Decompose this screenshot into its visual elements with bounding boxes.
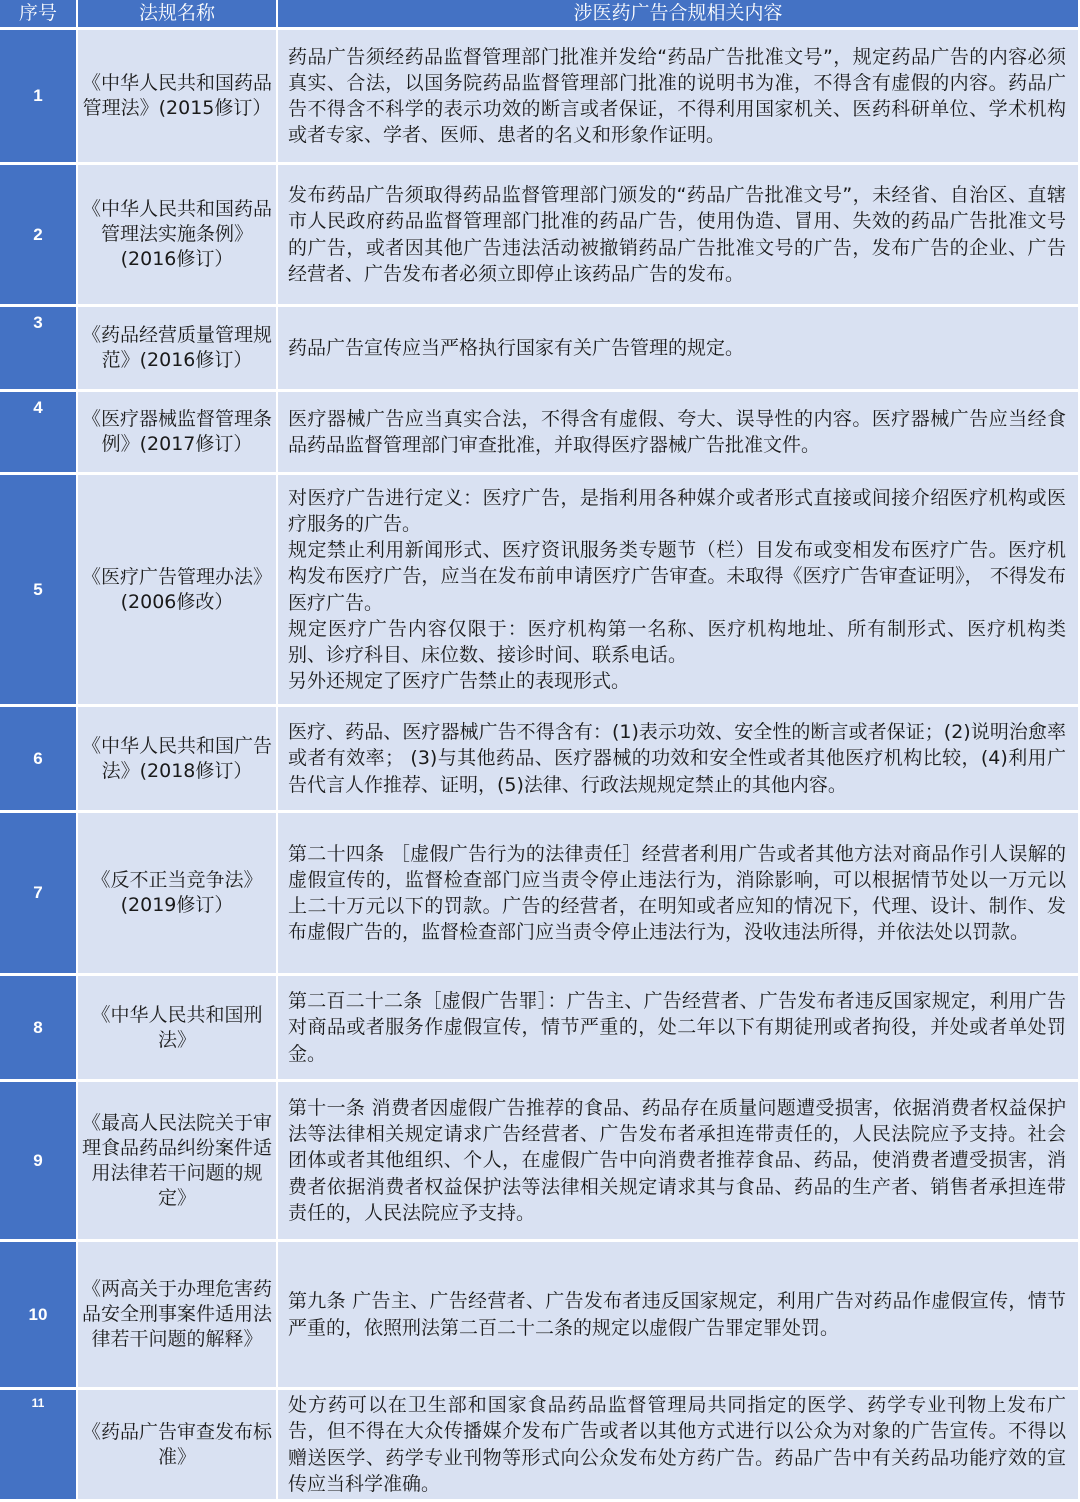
content-cell xyxy=(278,1390,1080,1502)
law-name-cell: 《两高关于办理危害药品安全刑事案件适用法律若干问题的解释》 xyxy=(78,1242,278,1390)
content-paragraph: 第九条 广告主、广告经营者、广告发布者违反国家规定，利用广告对药品作虚假宣传，情节严重的，依照刑法第二百二十二条的规定以虚假广告罪定罪处罚。 xyxy=(288,1290,1066,1339)
row-index-cell: 1 xyxy=(0,30,78,165)
law-name-cell: 《最高人民法院关于审理食品药品纠纷案件适用法律若干问题的规定》 xyxy=(78,1082,278,1242)
content-paragraph: 发布药品广告须取得药品监督管理部门颁发的“药品广告批准文号”，未经省、自治区、直辖市人民政府药品监督管理部门批准的药品广告，使用伪造、冒用、失效的药品广告批准文号的广告，或者因其他广告违法活动被撤销药品广告批准文号的广告，发布广告的企业、广告经营者、广告发布者必须立即停止该药品广告的发布。 xyxy=(288,184,1066,285)
table-header-row xyxy=(0,0,1080,30)
header-content: 涉医药广告合规相关内容 xyxy=(278,0,1080,30)
content-cell xyxy=(278,475,1080,707)
law-name-cell: 《中华人民共和国刑法》 xyxy=(78,976,278,1082)
content-paragraph: 第二百二十二条［虚假广告罪］：广告主、广告经营者、广告发布者违反国家规定，利用广告对商品或者服务作虚假宣传，情节严重的，处二年以下有期徒刑或者拘役，并处或者单处罚金。 xyxy=(288,990,1066,1065)
table-row xyxy=(0,475,1080,707)
table-row xyxy=(0,813,1080,976)
table-row xyxy=(0,165,1080,307)
content-paragraph: 对医疗广告进行定义：医疗广告，是指利用各种媒介或者形式直接或间接介绍医疗机构或医疗服务的广告。 xyxy=(288,486,1066,535)
content-cell xyxy=(278,707,1080,813)
table-row xyxy=(0,707,1080,813)
row-index-cell: 2 xyxy=(0,165,78,307)
content-paragraph: 医疗、药品、医疗器械广告不得含有：(1)表示功效、安全性的断言或者保证；(2)说明治愈率或者有效率； (3)与其他药品、医疗器械的功效和安全性或者其他医疗机构比较，(4)利用广告代言人作推荐、证明，(5)法律、行政法规规定禁止的其他内容。 xyxy=(288,721,1066,796)
content-paragraph: 处方药可以在卫生部和国家食品药品监督管理局共同指定的医学、药学专业刊物上发布广告，但不得在大众传播媒介发布广告或者以其他方式进行以公众为对象的广告宣传。不得以赠送医学、药学专业刊物等形式向公众发布处方药广告。药品广告中有关药品功能疗效的宣传应当科学准确。 xyxy=(288,1394,1066,1495)
content-cell xyxy=(278,165,1080,307)
table-row xyxy=(0,392,1080,475)
content-paragraph: 规定禁止利用新闻形式、医疗资讯服务类专题节（栏）目发布或变相发布医疗广告。医疗机构发布医疗广告，应当在发布前申请医疗广告审查。未取得《医疗广告审查证明》， 不得发布医疗广告。 xyxy=(288,539,1066,614)
row-index-cell: 7 xyxy=(0,813,78,976)
header-index: 序号 xyxy=(0,0,78,30)
law-name-cell: 《药品广告审查发布标准》 xyxy=(78,1390,278,1502)
table-row xyxy=(0,307,1080,392)
law-name-cell: 《中华人民共和国广告法》(2018修订） xyxy=(78,707,278,813)
row-index-cell: 3 xyxy=(0,307,78,392)
content-cell xyxy=(278,1082,1080,1242)
content-paragraph: 另外还规定了医疗广告禁止的表现形式。 xyxy=(288,670,631,693)
law-name-cell: 《药品经营质量管理规范》(2016修订） xyxy=(78,307,278,392)
content-paragraph: 药品广告宣传应当严格执行国家有关广告管理的规定。 xyxy=(288,336,745,359)
table-row xyxy=(0,1242,1080,1390)
content-cell xyxy=(278,1242,1080,1390)
content-cell xyxy=(278,307,1080,392)
row-index-cell: 5 xyxy=(0,475,78,707)
content-paragraph: 第十一条 消费者因虚假广告推荐的食品、药品存在质量问题遭受损害，依据消费者权益保护法等法律相关规定请求广告经营者、广告发布者承担连带责任的，人民法院应予支持。社会团体或者其他组织、个人，在虚假广告中向消费者推荐食品、药品，使消费者遭受损害，消费者依据消费者权益保护法等法律相关规定请求其与食品、药品的生产者、销售者承担连带责任的，人民法院应予支持。 xyxy=(288,1096,1066,1224)
row-index-cell: 9 xyxy=(0,1082,78,1242)
row-index-cell: 10 xyxy=(0,1242,78,1390)
row-index-cell: 11 xyxy=(0,1390,78,1502)
table-row xyxy=(0,30,1080,165)
row-index-cell: 6 xyxy=(0,707,78,813)
content-paragraph: 药品广告须经药品监督管理部门批准并发给“药品广告批准文号”，规定药品广告的内容必须真实、合法，以国务院药品监督管理部门批准的说明书为准，不得含有虚假的内容。药品广告不得含不科学的表示功效的断言或者保证，不得利用国家机关、医药科研单位、学术机构或者专家、学者、医师、患者的名义和形象作证明。 xyxy=(288,45,1066,147)
law-name-cell: 《医疗广告管理办法》 (2006修改） xyxy=(78,475,278,707)
content-paragraph: 第二十四条 ［虚假广告行为的法律责任］经营者利用广告或者其他方法对商品作引人误解的虚假宣传的，监督检查部门应当责令停止违法行为，消除影响，可以根据情节处以一万元以上二十万元以下的罚款。广告的经营者，在明知或者应知的情况下，代理、设计、制作、发布虚假广告的，监督检查部门应当责令停止违法行为，没收违法所得，并依法处以罚款。 xyxy=(288,842,1066,944)
header-law-name: 法规名称 xyxy=(78,0,278,30)
content-cell xyxy=(278,813,1080,976)
content-cell xyxy=(278,392,1080,475)
table-row xyxy=(0,976,1080,1082)
law-name-cell: 《反不正当竞争法》(2019修订） xyxy=(78,813,278,976)
table-row xyxy=(0,1082,1080,1242)
law-name-cell: 《医疗器械监督管理条例》(2017修订） xyxy=(78,392,278,475)
content-cell xyxy=(278,30,1080,165)
law-name-cell: 《中华人民共和国药品管理法实施条例》(2016修订） xyxy=(78,165,278,307)
table-row xyxy=(0,1390,1080,1502)
content-paragraph: 医疗器械广告应当真实合法，不得含有虚假、夸大、误导性的内容。医疗器械广告应当经食品药品监督管理部门审查批准，并取得医疗器械广告批准文件。 xyxy=(288,407,1066,456)
row-index-cell: 8 xyxy=(0,976,78,1082)
law-name-cell: 《中华人民共和国药品管理法》(2015修订） xyxy=(78,30,278,165)
content-paragraph: 规定医疗广告内容仅限于：医疗机构第一名称、医疗机构地址、所有制形式、医疗机构类别、诊疗科目、床位数、接诊时间、联系电话。 xyxy=(288,617,1066,666)
content-cell xyxy=(278,976,1080,1082)
row-index-cell: 4 xyxy=(0,392,78,475)
